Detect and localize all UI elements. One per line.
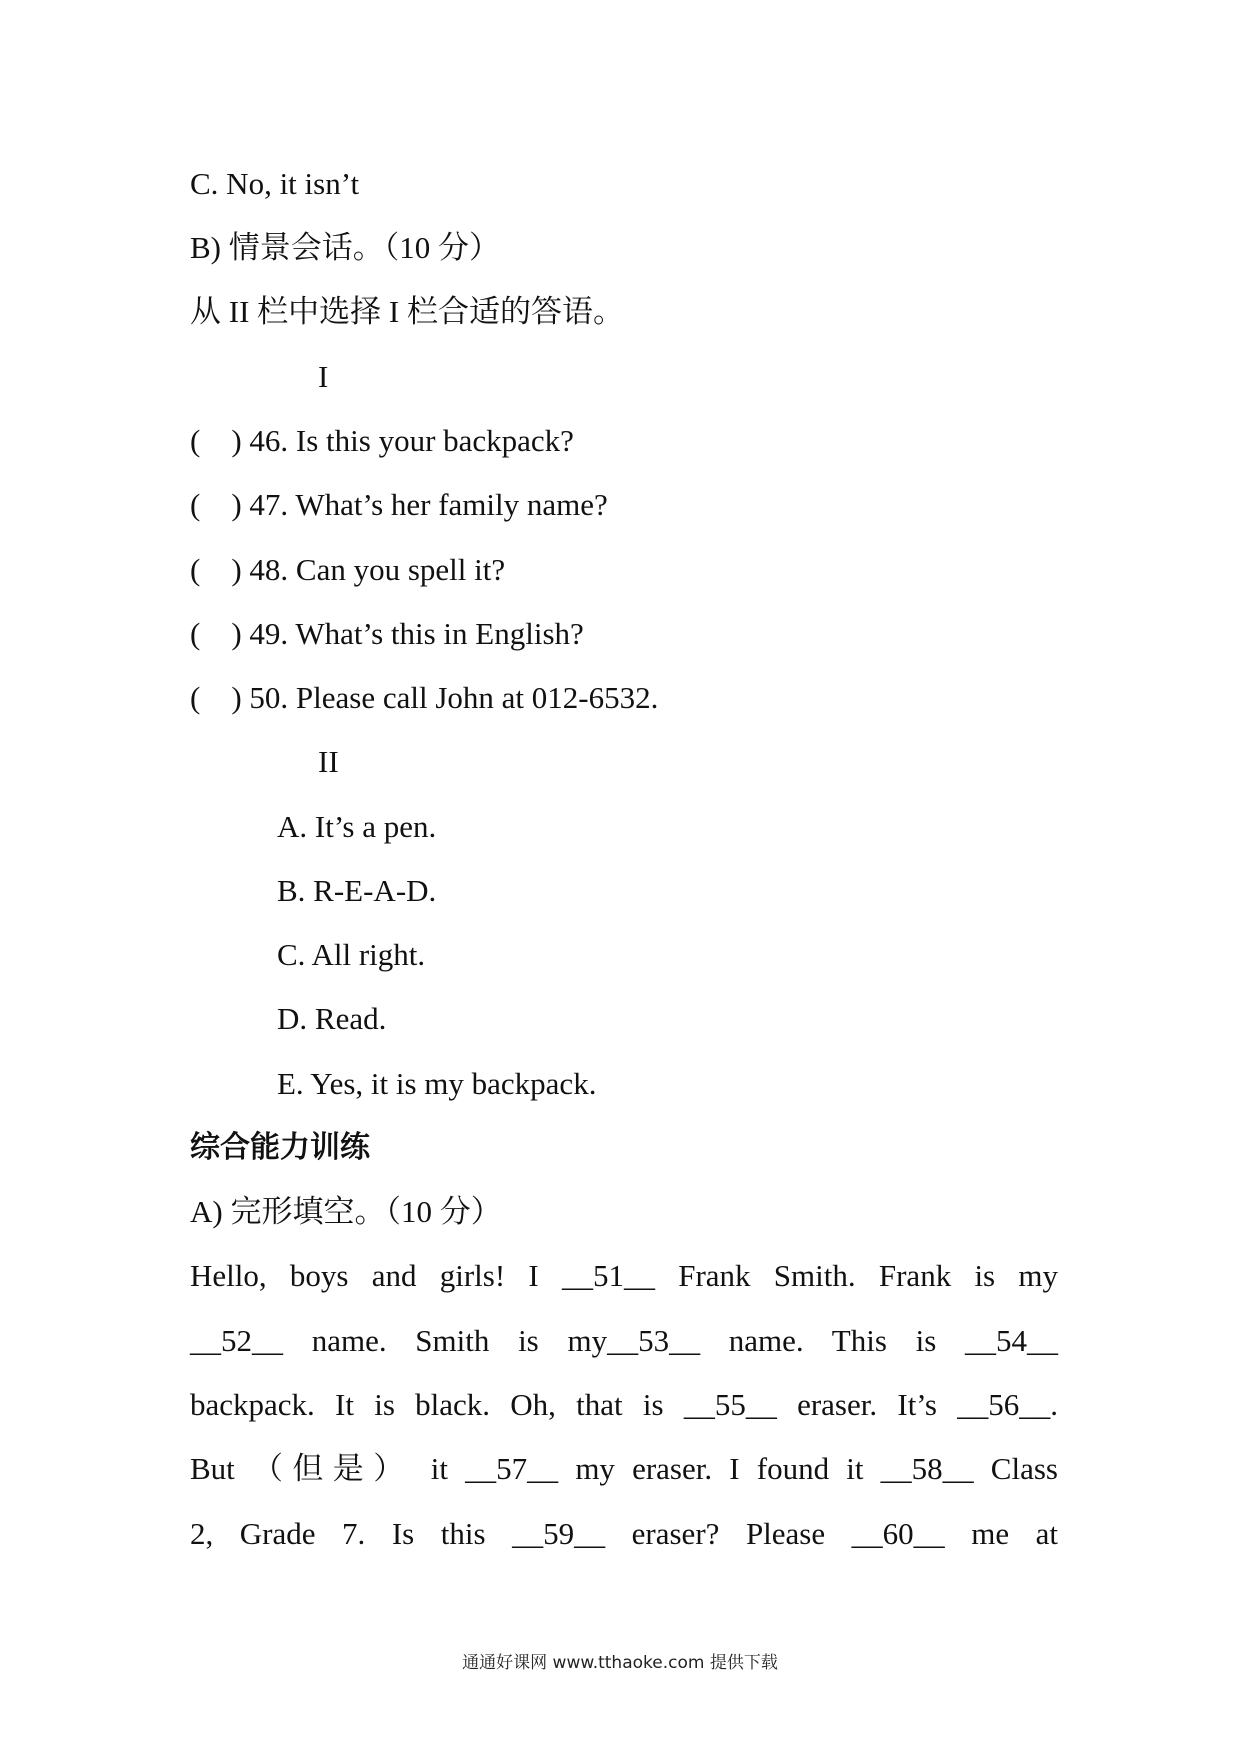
- cloze-line: But （但是） it __57__ my eraser. I found it __58__ Class: [190, 1451, 1058, 1486]
- cloze-line: __52__ name. Smith is my__53__ name. This is __54__: [190, 1323, 1058, 1358]
- answer-e: E. Yes, it is my backpack.: [277, 1066, 597, 1101]
- column-i-label: I: [318, 359, 329, 394]
- answer-c: C. All right.: [277, 937, 426, 972]
- column-ii-label: II: [318, 744, 339, 779]
- answer-d: D. Read.: [277, 1001, 387, 1036]
- cloze-line: backpack. It is black. Oh, that is __55__ eraser. It’s __56__.: [190, 1387, 1058, 1422]
- footer-watermark: 通通好课网 www.tthaoke.com 提供下载: [462, 1653, 778, 1673]
- question-49: ( ) 49. What’s this in English?: [190, 616, 584, 651]
- prev-option-c: C. No, it isn’t: [190, 166, 360, 201]
- cloze-title: A) 完形填空。（10 分）: [190, 1194, 502, 1229]
- answer-b: B. R-E-A-D.: [277, 873, 437, 908]
- question-48: ( ) 48. Can you spell it?: [190, 552, 506, 587]
- section-b-instruction: 从 II 栏中选择 I 栏合适的答语。: [190, 294, 624, 329]
- question-46: ( ) 46. Is this your backpack?: [190, 423, 574, 458]
- section-b-title: B) 情景会话。（10 分）: [190, 230, 500, 265]
- question-47: ( ) 47. What’s her family name?: [190, 487, 608, 522]
- answer-a: A. It’s a pen.: [277, 809, 437, 844]
- question-50: ( ) 50. Please call John at 012-6532.: [190, 680, 659, 715]
- section-heading: 综合能力训练: [190, 1130, 370, 1165]
- cloze-line: 2, Grade 7. Is this __59__ eraser? Please __60__ me at: [190, 1516, 1058, 1551]
- cloze-line: Hello, boys and girls! I __51__ Frank Smith. Frank is my: [190, 1258, 1058, 1293]
